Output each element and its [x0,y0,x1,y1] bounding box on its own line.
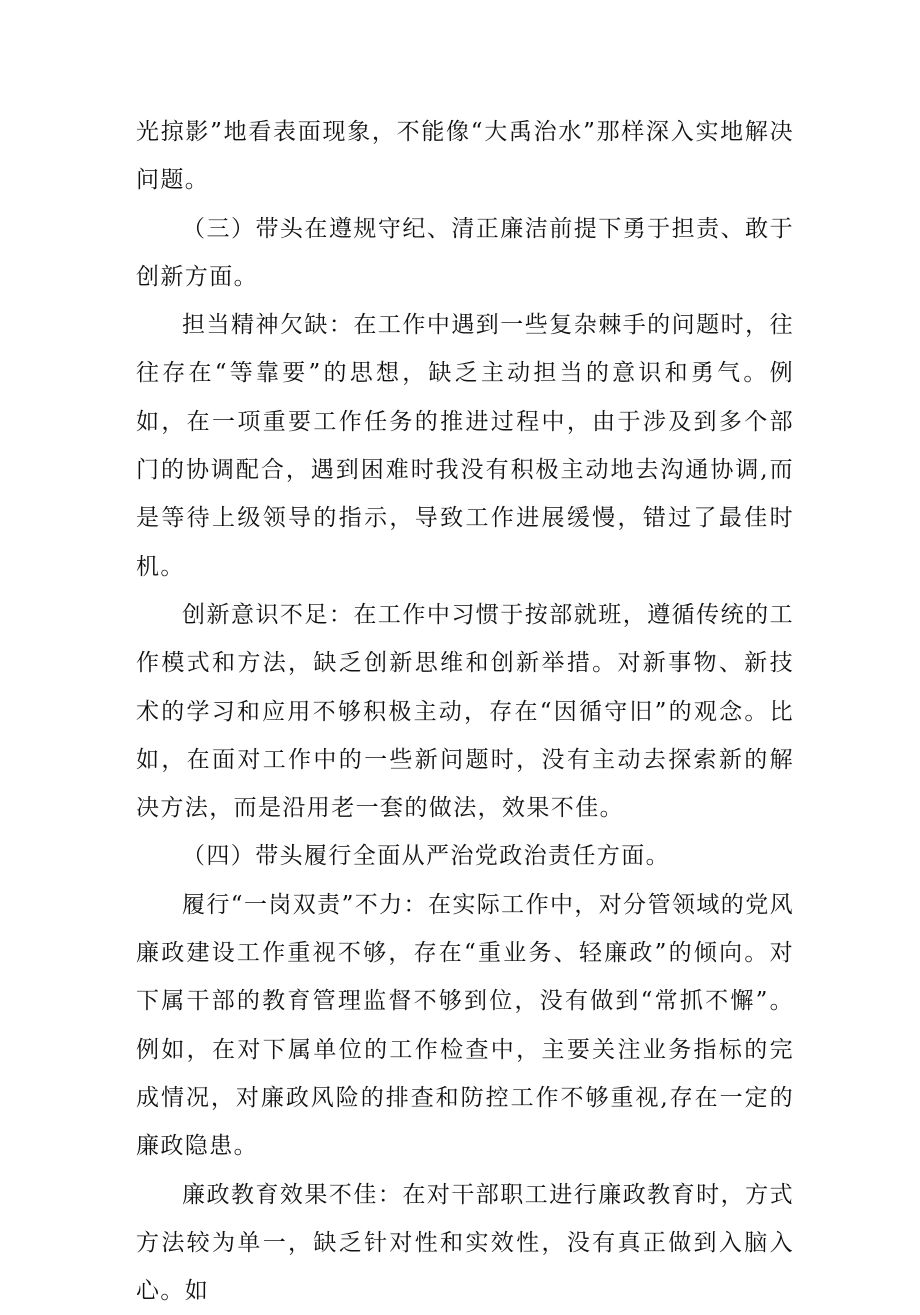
paragraph-continuation: 光掠影”地看表面现象，不能像“大禹治水”那样深入实地解决问题。 [136,119,794,194]
document-body [136,108,794,1315]
section-heading-4: （四）带头履行全面从严治党政治责任方面。 [182,843,670,870]
paragraph-education: 廉政教育效果不佳：在对干部职工进行廉政教育时，方式方法较为单一，缺乏针对性和实效性，没有真正做到入脑入心。如 [136,1181,794,1305]
section-heading-3: （三）带头在遵规守纪、清正廉洁前提下勇于担责、敢于创新方面。 [136,215,794,290]
paragraph-responsibility: 担当精神欠缺：在工作中遇到一些复杂棘手的问题时，往往存在“等靠要”的思想，缺乏主动担当的意识和勇气。例如，在一项重要工作任务的推进过程中，由于涉及到多个部门的协调配合，遇到困难时我没有积极主动地去沟通协调,而是等待上级领导的指示，导致工作进展缓慢，错过了最佳时机。 [136,312,794,580]
paragraph-dual-duty: 履行“一岗双责”不力：在实际工作中，对分管领域的党风廉政建设工作重视不够，存在“重业务、轻廉政”的倾向。对下属干部的教育管理监督不够到位，没有做到“常抓不懈”。例如，在对下属单位的工作检查中，主要关注业务指标的完成情况，对廉政风险的排查和防控工作不够重视,存在一定的廉政隐患。 [136,891,794,1160]
paragraph-innovation: 创新意识不足：在工作中习惯于按部就班，遵循传统的工作模式和方法，缺乏创新思维和创新举措。对新事物、新技术的学习和应用不够积极主动，存在“因循守旧”的观念。比如，在面对工作中的一些新问题时，没有主动去探索新的解决方法，而是沿用老一套的做法，效果不佳。 [136,601,794,822]
